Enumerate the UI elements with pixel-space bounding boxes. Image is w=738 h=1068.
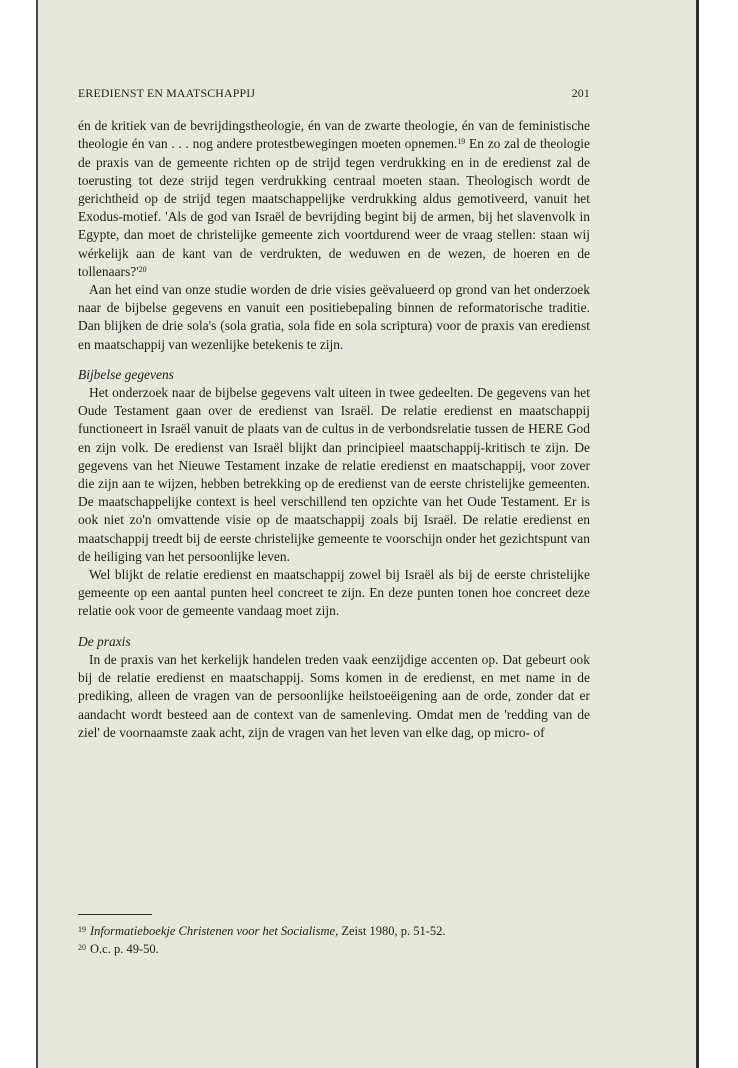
footnote-title: Informatieboekje Christenen voor het Socialisme, xyxy=(90,924,339,938)
footnote-text: Zeist 1980, p. 51-52. xyxy=(338,924,446,938)
paragraph-1 xyxy=(78,117,590,281)
page-left-edge xyxy=(36,0,38,1068)
page-right-edge xyxy=(696,0,699,1068)
page-body xyxy=(78,84,590,742)
running-header xyxy=(78,84,590,102)
footnote-20 xyxy=(78,940,590,958)
page-number: 201 xyxy=(571,86,590,100)
footnote-number: 19 xyxy=(78,925,86,934)
footnotes xyxy=(78,914,590,957)
section-heading-bijbelse-gegevens: Bijbelse gegevens xyxy=(78,366,174,382)
footnote-text: O.c. p. 49-50. xyxy=(90,941,159,956)
footnote-number: 20 xyxy=(78,942,86,952)
footnote-19 xyxy=(78,922,590,940)
section-heading-de-praxis: De praxis xyxy=(78,633,131,649)
footnote-ref-20: 20 xyxy=(138,264,147,274)
footnote-rule xyxy=(78,914,152,915)
paragraph-1-part-b: En zo zal de theologie de praxis van de gemeente richten op de strijd tegen verdrukking en in de eredienst zal de toerusting tot deze strijd tegen verdrukking centraal moeten staan. Theologisch wordt de gerichtheid op de strijd tegen maatschappelijke verdrukking aldus gemotiveerd, vanuit het Exodus-motief. 'Als de god van Israël de bevrijding begint bij de armen, bij het slavenvolk in Egypte, dan moet de christelijke gemeente zich voortdurend weer de vraag stellen: staan wij wérkelijk aan de kant van de verdrukten, de weduwen en de wezen, de hoeren en de tollenaars?' xyxy=(78,136,590,279)
paragraph-5: In de praxis van het kerkelijk handelen treden vaak eenzijdige accenten op. Dat gebeurt ook bij de relatie eredienst en maatschappij. Soms komen in de eredienst, en met name in de prediking, alleen de vragen van de persoonlijke heilstoeëigening aan de orde, zonder dat er aandacht wordt besteed aan de context van de samenleving. Omdat men de 'redding van de ziel' de voornaamste zaak acht, zijn de vragen van het leven van elke dag, op micro- of xyxy=(78,651,590,740)
paragraph-4: Wel blijkt de relatie eredienst en maatschappij zowel bij Israël als bij de eerste christelijke gemeente op een aantal punten heel concreet te zijn. En deze punten tonen hoe concreet deze relatie ook voor de gemeente vandaag moet zijn. xyxy=(78,567,590,619)
paragraph-3: Het onderzoek naar de bijbelse gegevens valt uiteen in twee gedeelten. De gegevens van het Oude Testament gaan over de eredienst van Israël. De relatie eredienst en maatschappij functioneert in Israël vanuit de plaats van de cultus in de verbondsrelatie tussen de HERE God en zijn volk. De eredienst van Israël blijkt dan principieel maatschappij-kritisch te zijn. De gegevens van het Nieuwe Testament inzake de relatie eredienst en maatschappij, voor zover die zijn aan te wijzen, hebben betrekking op de eredienst van de eerste christelijke gemeenten. De maatschappelijke context is heel verschillend ten opzichte van het Oude Testament. Er is ook niet zo'n omvattende visie op de maatschappij zoals bij Israël. De relatie eredienst en maatschappij treedt bij de eerste christelijke gemeente te voorschijn onder het gezichtspunt van de heiliging van het persoonlijke leven. xyxy=(78,385,590,564)
paragraph-2: Aan het eind van onze studie worden de drie visies geëvalueerd op grond van het onderzoek naar de bijbelse gegevens en vanuit een positiebepaling binnen de reformatorische traditie. Dan blijken de drie sola's (sola gratia, sola fide en sola scriptura) voor de praxis van eredienst en maatschappij van wezenlijke betekenis te zijn. xyxy=(78,282,590,352)
running-title: EREDIENST EN MAATSCHAPPIJ xyxy=(78,86,256,100)
footnote-ref-19: 19 xyxy=(457,137,466,147)
paragraph-1-part-a: én de kritiek van de bevrijdingstheologie, én van de zwarte theologie, én van de feministische theologie én van . . . nog andere protestbewegingen moeten opnemen. xyxy=(78,118,590,152)
